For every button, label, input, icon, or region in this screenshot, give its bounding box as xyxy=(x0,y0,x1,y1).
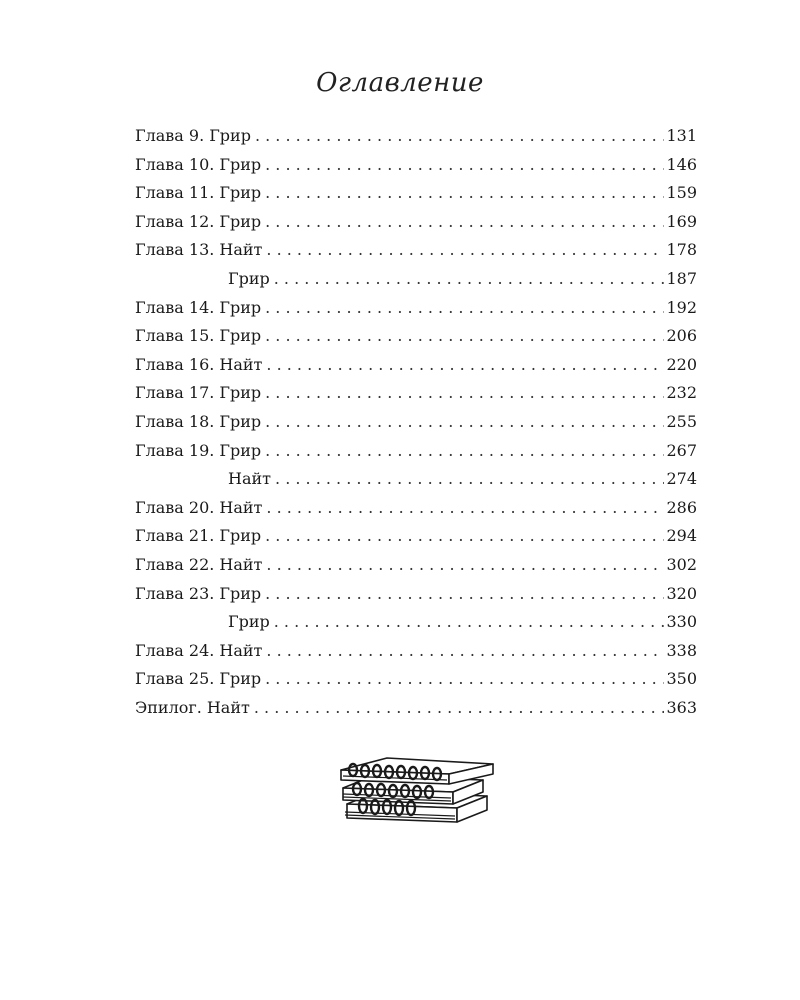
toc-entry xyxy=(135,379,697,408)
dot-leader xyxy=(265,408,664,437)
page-title: Оглавление xyxy=(316,68,484,98)
toc-entry-title: Грир xyxy=(219,383,262,403)
toc-page-number: 232 xyxy=(666,383,697,403)
dot-leader xyxy=(265,322,664,351)
toc-chapter-label: Глава 9. xyxy=(135,126,205,145)
toc-entry-title: Грир xyxy=(219,440,262,460)
dot-leader xyxy=(254,694,665,723)
toc-page-number: 302 xyxy=(666,554,697,574)
toc-entry xyxy=(135,665,697,694)
toc-entry-title: Найт xyxy=(228,469,272,489)
toc-entry-title: Грир xyxy=(219,154,262,174)
toc-page-number: 220 xyxy=(666,354,697,374)
toc-chapter-label: Глава 25. xyxy=(135,669,215,689)
toc-entry xyxy=(135,694,697,723)
toc-chapter-label: Глава 20. xyxy=(135,497,215,517)
toc-page-number: 320 xyxy=(666,583,697,603)
dot-leader xyxy=(274,265,665,294)
toc-chapter-label: Эпилог. xyxy=(135,697,202,717)
toc-entry xyxy=(135,151,697,180)
toc-entry-title: Грир xyxy=(228,268,270,288)
toc-entry xyxy=(135,322,697,351)
toc-entry-title: Грир xyxy=(219,326,262,346)
toc-page-number: 286 xyxy=(666,497,697,517)
dot-leader xyxy=(266,494,664,523)
toc-entry-title: Грир xyxy=(219,297,262,317)
toc-page-number: 267 xyxy=(666,440,697,460)
toc-chapter-label: Глава 15. xyxy=(135,326,215,346)
toc-page-number: 206 xyxy=(666,326,697,346)
toc-page-number: 255 xyxy=(666,411,697,431)
toc-page-number: 294 xyxy=(666,526,697,546)
dot-leader xyxy=(255,122,665,151)
toc-page-number: 350 xyxy=(666,669,697,689)
dot-leader xyxy=(265,580,664,609)
dot-leader xyxy=(265,522,664,551)
toc-entry-title: Грир xyxy=(219,411,262,431)
toc-chapter-label: Глава 13. xyxy=(135,240,215,260)
toc-entry-title: Найт xyxy=(219,554,263,574)
toc-entry xyxy=(135,236,697,265)
toc-page-number: 192 xyxy=(666,297,697,317)
toc-entry-title: Найт xyxy=(219,240,263,260)
toc-entry xyxy=(135,465,697,494)
toc-chapter-label: Глава 21. xyxy=(135,526,215,546)
toc-entry xyxy=(135,351,697,380)
toc-entry xyxy=(135,551,697,580)
toc-page-number: 178 xyxy=(666,240,697,260)
toc-entry xyxy=(135,265,697,294)
toc-page-number: 338 xyxy=(666,640,697,660)
toc-page-number: 187 xyxy=(666,268,697,288)
dot-leader xyxy=(274,608,665,637)
toc-entry-title: Грир xyxy=(228,612,270,632)
toc-page-number: 169 xyxy=(666,211,697,231)
toc-chapter-label: Глава 24. xyxy=(135,640,215,660)
dot-leader xyxy=(265,379,664,408)
toc-entry-title: Найт xyxy=(206,697,250,717)
toc-entry xyxy=(135,580,697,609)
toc-entry-title: Грир xyxy=(219,526,262,546)
toc-entry-title: Грир xyxy=(219,183,262,203)
toc-entry xyxy=(135,437,697,466)
toc-entry xyxy=(135,179,697,208)
toc-page-number: 330 xyxy=(666,612,697,632)
toc-chapter-label: Глава 14. xyxy=(135,297,215,317)
toc-page-number: 159 xyxy=(666,183,697,203)
toc-entry-title: Грир xyxy=(219,211,262,231)
dot-leader xyxy=(265,294,664,323)
dot-leader xyxy=(266,236,664,265)
toc-entry-title: Найт xyxy=(219,354,263,374)
toc-entry xyxy=(135,294,697,323)
toc-entry xyxy=(135,637,697,666)
toc-entry-title: Грир xyxy=(219,583,262,603)
stacked-notebooks-icon xyxy=(337,752,499,834)
toc-entry xyxy=(135,122,697,151)
table-of-contents xyxy=(135,122,697,722)
dot-leader xyxy=(265,665,664,694)
toc-page-number: 146 xyxy=(666,154,697,174)
dot-leader xyxy=(265,151,664,180)
toc-chapter-label: Глава 18. xyxy=(135,411,215,431)
toc-entry-title: Найт xyxy=(219,497,263,517)
toc-entry-title: Найт xyxy=(219,640,263,660)
toc-entry xyxy=(135,408,697,437)
toc-chapter-label: Глава 23. xyxy=(135,583,215,603)
dot-leader xyxy=(265,208,664,237)
dot-leader xyxy=(266,637,664,666)
toc-chapter-label: Глава 22. xyxy=(135,554,215,574)
toc-chapter-label: Глава 17. xyxy=(135,383,215,403)
toc-entry xyxy=(135,608,697,637)
toc-chapter-label: Глава 16. xyxy=(135,354,215,374)
dot-leader xyxy=(265,437,664,466)
dot-leader xyxy=(265,179,664,208)
toc-chapter-label: Глава 11. xyxy=(135,183,215,203)
toc-entry-title: Грир xyxy=(209,126,251,145)
toc-entry xyxy=(135,208,697,237)
toc-chapter-label: Глава 19. xyxy=(135,440,215,460)
dot-leader xyxy=(275,465,664,494)
dot-leader xyxy=(266,351,664,380)
toc-chapter-label: Глава 10. xyxy=(135,154,215,174)
toc-chapter-label: Глава 12. xyxy=(135,211,215,231)
toc-entry xyxy=(135,522,697,551)
toc-entry xyxy=(135,494,697,523)
toc-entry-title: Грир xyxy=(219,669,262,689)
dot-leader xyxy=(266,551,664,580)
toc-page-number: 274 xyxy=(666,469,697,489)
toc-page-number: 363 xyxy=(666,697,697,717)
toc-page-number: 131 xyxy=(666,126,697,145)
